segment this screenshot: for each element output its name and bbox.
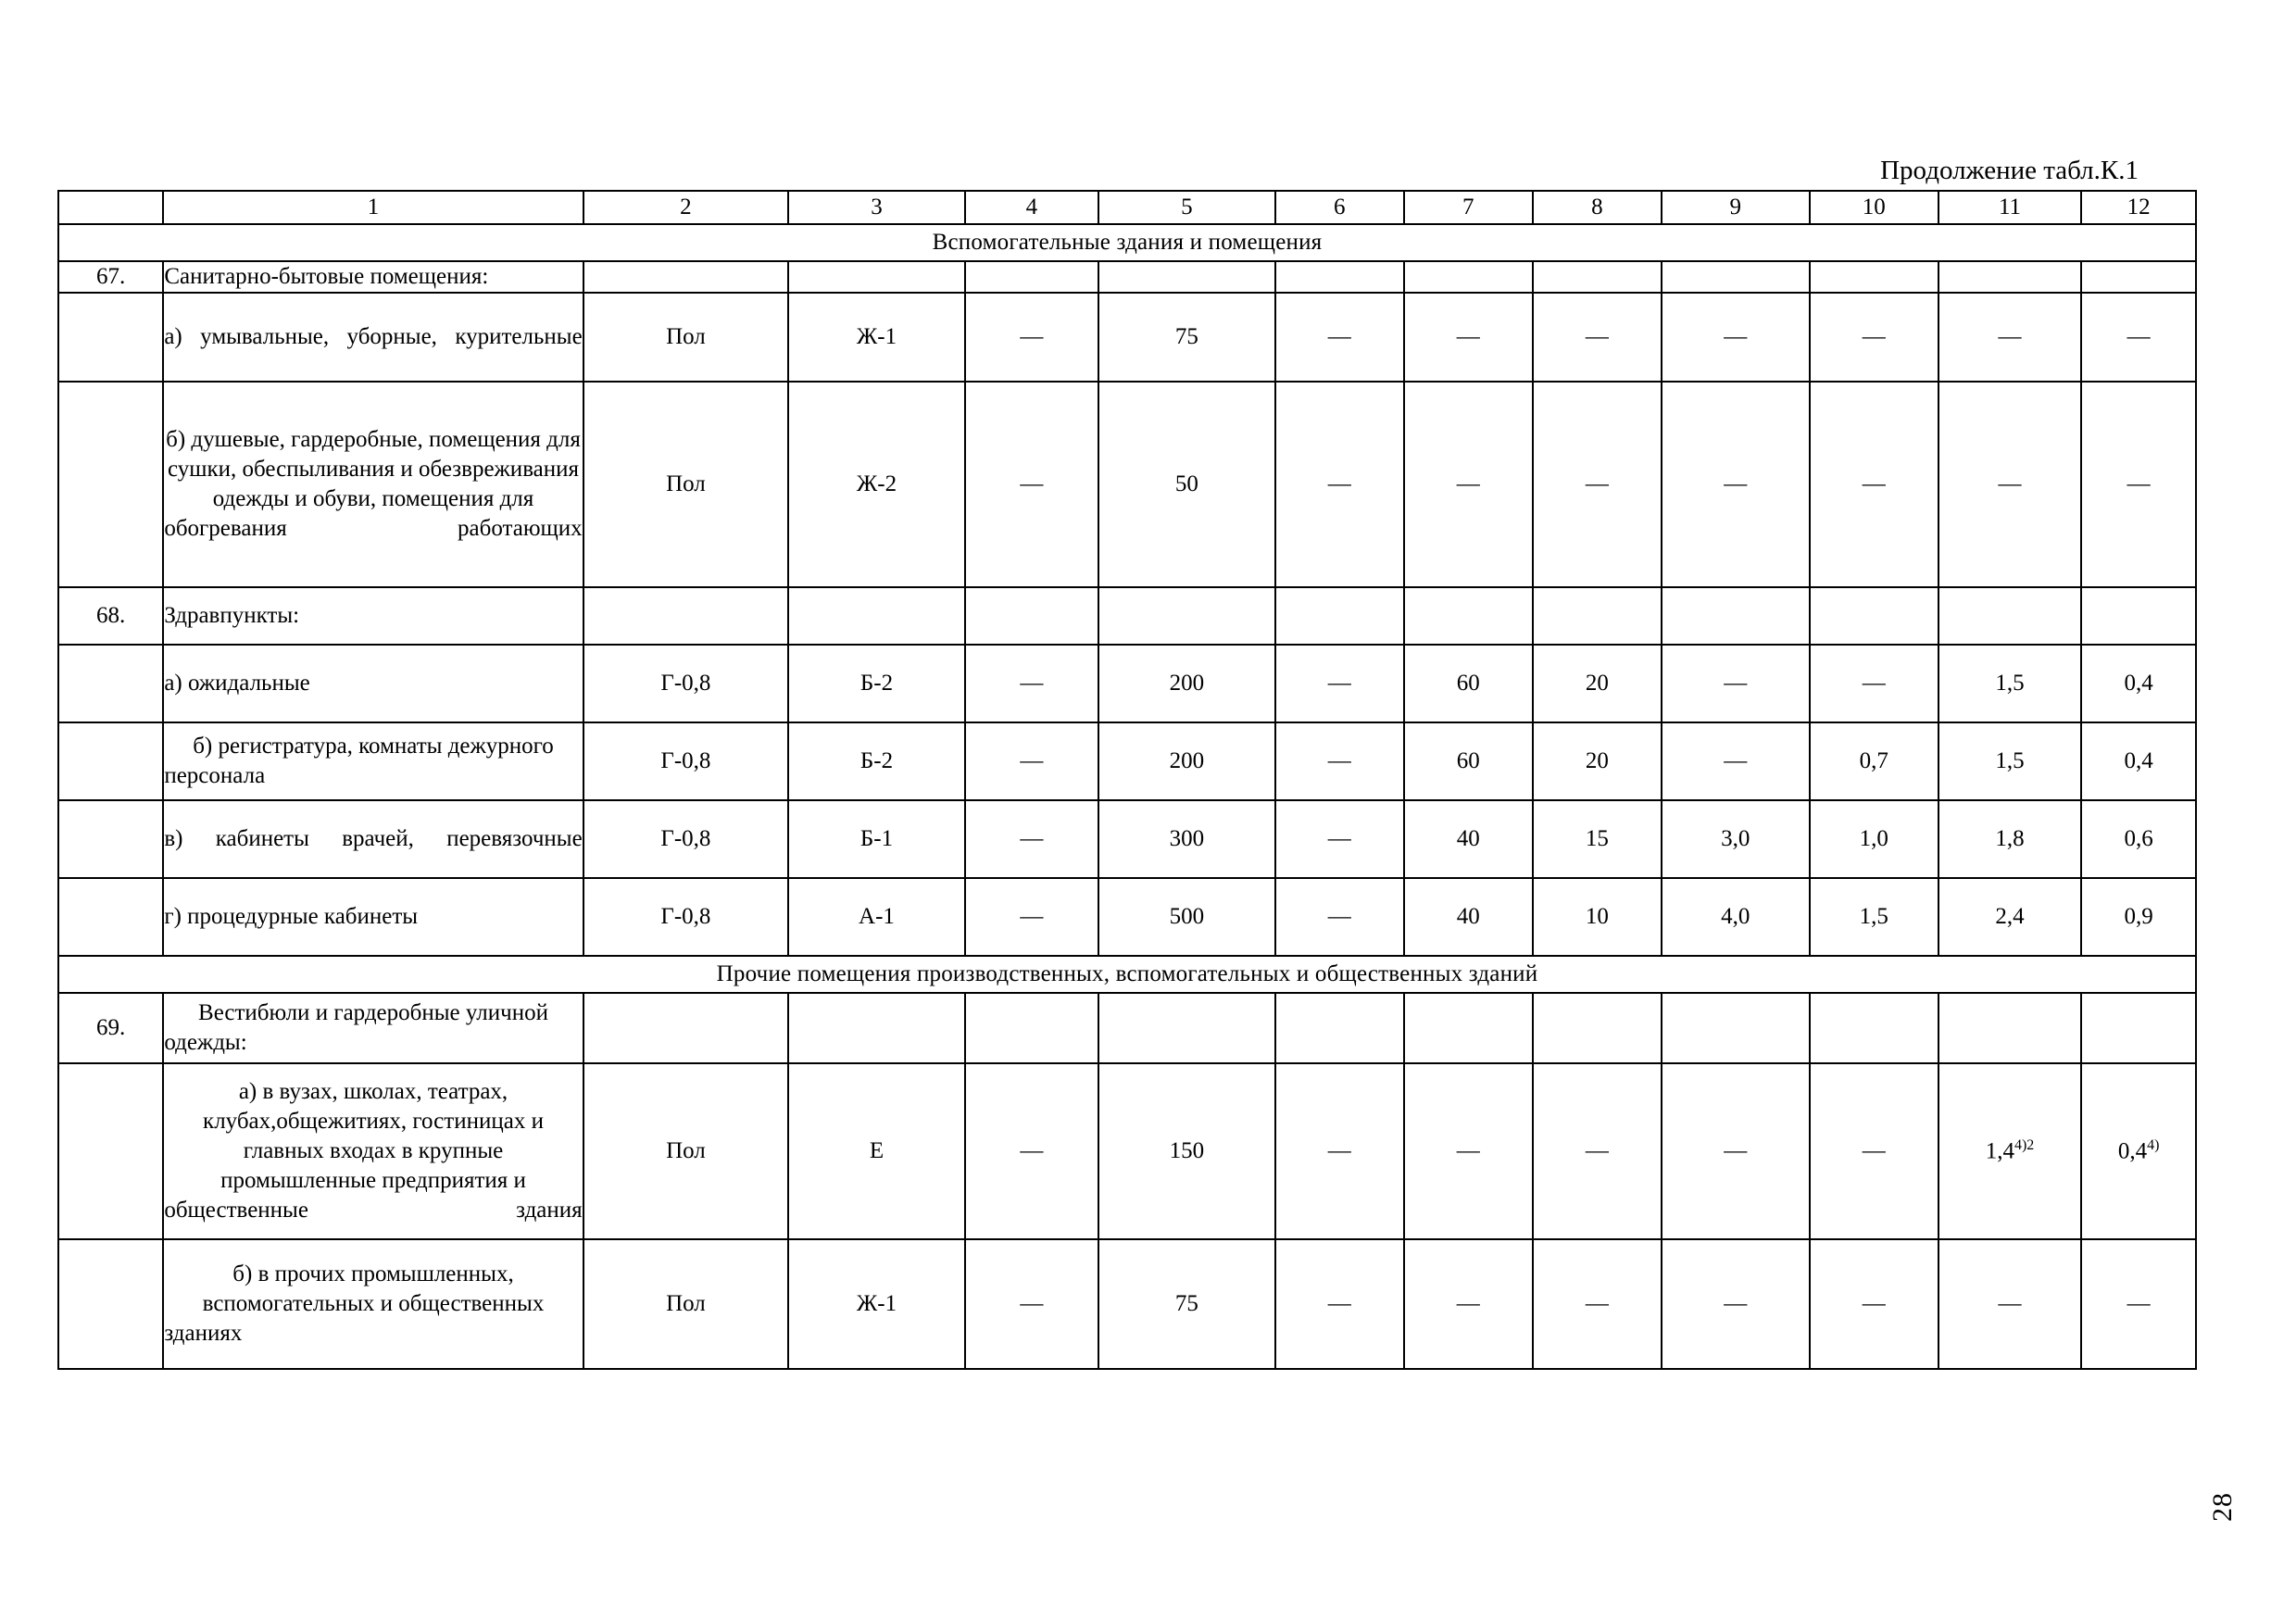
cell-c3: Б-2 [788, 645, 965, 722]
cell-c6: — [1275, 878, 1404, 956]
cell-c5: 200 [1098, 722, 1275, 800]
cell-c7: 40 [1404, 800, 1533, 878]
cell-c3: Б-2 [788, 722, 965, 800]
cell-c10: — [1810, 645, 1938, 722]
cell-c8: — [1533, 382, 1662, 587]
cell-c6: — [1275, 382, 1404, 587]
cell-c12 [2081, 993, 2196, 1063]
cell-c2: Пол [583, 1063, 789, 1239]
row-description: Санитарно-бытовые помещения: [163, 261, 583, 293]
lighting-standards-table [57, 190, 2197, 1370]
cell-c12 [2081, 261, 2196, 293]
cell-c9: 4,0 [1662, 878, 1810, 956]
cell-c5: 500 [1098, 878, 1275, 956]
row-description: Вестибюли и гардеробные уличной одежды: [163, 993, 583, 1063]
cell-c5: 75 [1098, 293, 1275, 382]
cell-c12 [2081, 587, 2196, 645]
cell-c4: — [965, 1063, 1098, 1239]
cell-c3: Е [788, 1063, 965, 1239]
col-num-2: 2 [583, 191, 789, 224]
cell-c5: 300 [1098, 800, 1275, 878]
cell-c5: 75 [1098, 1239, 1275, 1369]
cell-c10: 1,0 [1810, 800, 1938, 878]
table-row [58, 645, 2196, 722]
cell-c11: — [1938, 293, 2082, 382]
cell-c2 [583, 587, 789, 645]
row-number [58, 722, 163, 800]
cell-c7: — [1404, 1239, 1533, 1369]
cell-c3 [788, 587, 965, 645]
cell-c10 [1810, 993, 1938, 1063]
cell-c8: 15 [1533, 800, 1662, 878]
col-num-8: 8 [1533, 191, 1662, 224]
cell-c3: Ж-1 [788, 293, 965, 382]
cell-c5: 150 [1098, 1063, 1275, 1239]
cell-c6: — [1275, 645, 1404, 722]
table-row [58, 1239, 2196, 1369]
cell-c11: 2,4 [1938, 878, 2082, 956]
cell-c12: — [2081, 1239, 2196, 1369]
row-description: б) регистратура, комнаты дежурного персонала [163, 722, 583, 800]
cell-c4: — [965, 645, 1098, 722]
cell-c11 [1938, 261, 2082, 293]
cell-c2: Г-0,8 [583, 722, 789, 800]
cell-c12: 0,6 [2081, 800, 2196, 878]
cell-c5 [1098, 261, 1275, 293]
table-row [58, 878, 2196, 956]
cell-c11: — [1938, 382, 2082, 587]
cell-c8: — [1533, 1063, 1662, 1239]
row-number: 68. [58, 587, 163, 645]
cell-c10: 1,5 [1810, 878, 1938, 956]
cell-c9: — [1662, 645, 1810, 722]
cell-c9 [1662, 993, 1810, 1063]
col-num-5: 5 [1098, 191, 1275, 224]
cell-c8: — [1533, 1239, 1662, 1369]
cell-c12-footnote: 4) [2147, 1136, 2160, 1153]
cell-c10: — [1810, 293, 1938, 382]
cell-c10 [1810, 261, 1938, 293]
cell-c11-footnote: 4)2 [2014, 1136, 2035, 1153]
col-num-6: 6 [1275, 191, 1404, 224]
row-description: а) ожидальные [163, 645, 583, 722]
cell-c6 [1275, 261, 1404, 293]
cell-c6: — [1275, 800, 1404, 878]
cell-c4: — [965, 800, 1098, 878]
cell-c12: — [2081, 382, 2196, 587]
table-row [58, 800, 2196, 878]
row-number [58, 1239, 163, 1369]
cell-c6: — [1275, 293, 1404, 382]
cell-c9: 3,0 [1662, 800, 1810, 878]
cell-c8 [1533, 261, 1662, 293]
cell-c5 [1098, 587, 1275, 645]
col-num-4: 4 [965, 191, 1098, 224]
cell-c3 [788, 993, 965, 1063]
cell-c4 [965, 993, 1098, 1063]
cell-c3 [788, 261, 965, 293]
cell-c9: — [1662, 1239, 1810, 1369]
cell-c8: 20 [1533, 645, 1662, 722]
row-description: г) процедурные кабинеты [163, 878, 583, 956]
row-number [58, 1063, 163, 1239]
col-num-11: 11 [1938, 191, 2082, 224]
cell-c5: 50 [1098, 382, 1275, 587]
cell-c2: Г-0,8 [583, 645, 789, 722]
cell-c9: — [1662, 722, 1810, 800]
row-description: б) душевые, гардеробные, помещения для сушки, обеспыливания и обезвреживания одежды и обуви, помещения для обогревания работающих [163, 382, 583, 587]
table-row [58, 993, 2196, 1063]
cell-c3: А-1 [788, 878, 965, 956]
cell-c9 [1662, 587, 1810, 645]
cell-c7: 60 [1404, 645, 1533, 722]
cell-c11: 1,5 [1938, 722, 2082, 800]
cell-c3: Б-1 [788, 800, 965, 878]
table-row [58, 1063, 2196, 1239]
cell-c10: — [1810, 1239, 1938, 1369]
section-title-auxiliary: Вспомогательные здания и помещения [58, 224, 2196, 261]
cell-c12: 0,4 [2081, 722, 2196, 800]
cell-c2 [583, 993, 789, 1063]
col-num-9: 9 [1662, 191, 1810, 224]
cell-c2: Пол [583, 382, 789, 587]
cell-c2 [583, 261, 789, 293]
row-description: в) кабинеты врачей, перевязочные [163, 800, 583, 878]
cell-c4: — [965, 382, 1098, 587]
continuation-label: Продолжение табл.К.1 [1880, 156, 2139, 185]
cell-c8 [1533, 587, 1662, 645]
col-num-10: 10 [1810, 191, 1938, 224]
row-description: Здравпункты: [163, 587, 583, 645]
cell-c2: Пол [583, 293, 789, 382]
cell-c10 [1810, 587, 1938, 645]
cell-c4 [965, 587, 1098, 645]
cell-c9 [1662, 261, 1810, 293]
row-description: б) в прочих промышленных, вспомогательных и общественных зданиях [163, 1239, 583, 1369]
table-row [58, 722, 2196, 800]
cell-c9: — [1662, 293, 1810, 382]
cell-c11: 1,5 [1938, 645, 2082, 722]
cell-c6: — [1275, 1239, 1404, 1369]
cell-c12: — [2081, 293, 2196, 382]
col-num-7: 7 [1404, 191, 1533, 224]
cell-c7: 40 [1404, 878, 1533, 956]
cell-c4: — [965, 1239, 1098, 1369]
cell-c5 [1098, 993, 1275, 1063]
cell-c3: Ж-1 [788, 1239, 965, 1369]
cell-c11: — [1938, 1239, 2082, 1369]
cell-c8 [1533, 993, 1662, 1063]
section-header-row [58, 956, 2196, 993]
cell-c12-value: 0,4 [2117, 1138, 2148, 1164]
cell-c4: — [965, 878, 1098, 956]
row-number [58, 878, 163, 956]
cell-c2: Пол [583, 1239, 789, 1369]
cell-c11 [1938, 587, 2082, 645]
cell-c7 [1404, 261, 1533, 293]
cell-c11-value: 1,4 [1985, 1138, 2014, 1164]
cell-c9: — [1662, 1063, 1810, 1239]
column-number-row [58, 191, 2196, 224]
row-description: а) в вузах, школах, театрах, клубах,общежитиях, гостиницах и главных входах в крупные промышленные предприятия и общественные здания [163, 1063, 583, 1239]
page-number: 28 [2207, 1492, 2238, 1522]
row-number [58, 645, 163, 722]
row-number [58, 382, 163, 587]
cell-c11 [1938, 993, 2082, 1063]
row-number: 69. [58, 993, 163, 1063]
cell-c5: 200 [1098, 645, 1275, 722]
cell-c2: Г-0,8 [583, 800, 789, 878]
cell-c12: 0,9 [2081, 878, 2196, 956]
cell-c11: 1,8 [1938, 800, 2082, 878]
cell-c7: — [1404, 382, 1533, 587]
cell-c4 [965, 261, 1098, 293]
col-num-12: 12 [2081, 191, 2196, 224]
table-row [58, 382, 2196, 587]
row-number [58, 293, 163, 382]
cell-c6 [1275, 587, 1404, 645]
cell-c6 [1275, 993, 1404, 1063]
cell-c3: Ж-2 [788, 382, 965, 587]
cell-c7 [1404, 993, 1533, 1063]
cell-c10: 0,7 [1810, 722, 1938, 800]
table-row [58, 261, 2196, 293]
cell-c10: — [1810, 382, 1938, 587]
cell-c9: — [1662, 382, 1810, 587]
cell-c7: — [1404, 1063, 1533, 1239]
cell-c2: Г-0,8 [583, 878, 789, 956]
row-number: 67. [58, 261, 163, 293]
col-corner [58, 191, 163, 224]
table-row [58, 293, 2196, 382]
cell-c12: 0,4 [2081, 645, 2196, 722]
cell-c6: — [1275, 722, 1404, 800]
cell-c10: — [1810, 1063, 1938, 1239]
row-description: а) умывальные, уборные, курительные [163, 293, 583, 382]
cell-c8: 10 [1533, 878, 1662, 956]
cell-c7: — [1404, 293, 1533, 382]
cell-c7: 60 [1404, 722, 1533, 800]
section-title-other: Прочие помещения производственных, вспомогательных и общественных зданий [58, 956, 2196, 993]
cell-c4: — [965, 293, 1098, 382]
row-number [58, 800, 163, 878]
cell-c7 [1404, 587, 1533, 645]
table-row [58, 587, 2196, 645]
col-num-1: 1 [163, 191, 583, 224]
cell-c11 [1938, 1063, 2082, 1239]
cell-c12 [2081, 1063, 2196, 1239]
cell-c4: — [965, 722, 1098, 800]
cell-c8: — [1533, 293, 1662, 382]
cell-c8: 20 [1533, 722, 1662, 800]
cell-c6: — [1275, 1063, 1404, 1239]
section-header-row [58, 224, 2196, 261]
col-num-3: 3 [788, 191, 965, 224]
